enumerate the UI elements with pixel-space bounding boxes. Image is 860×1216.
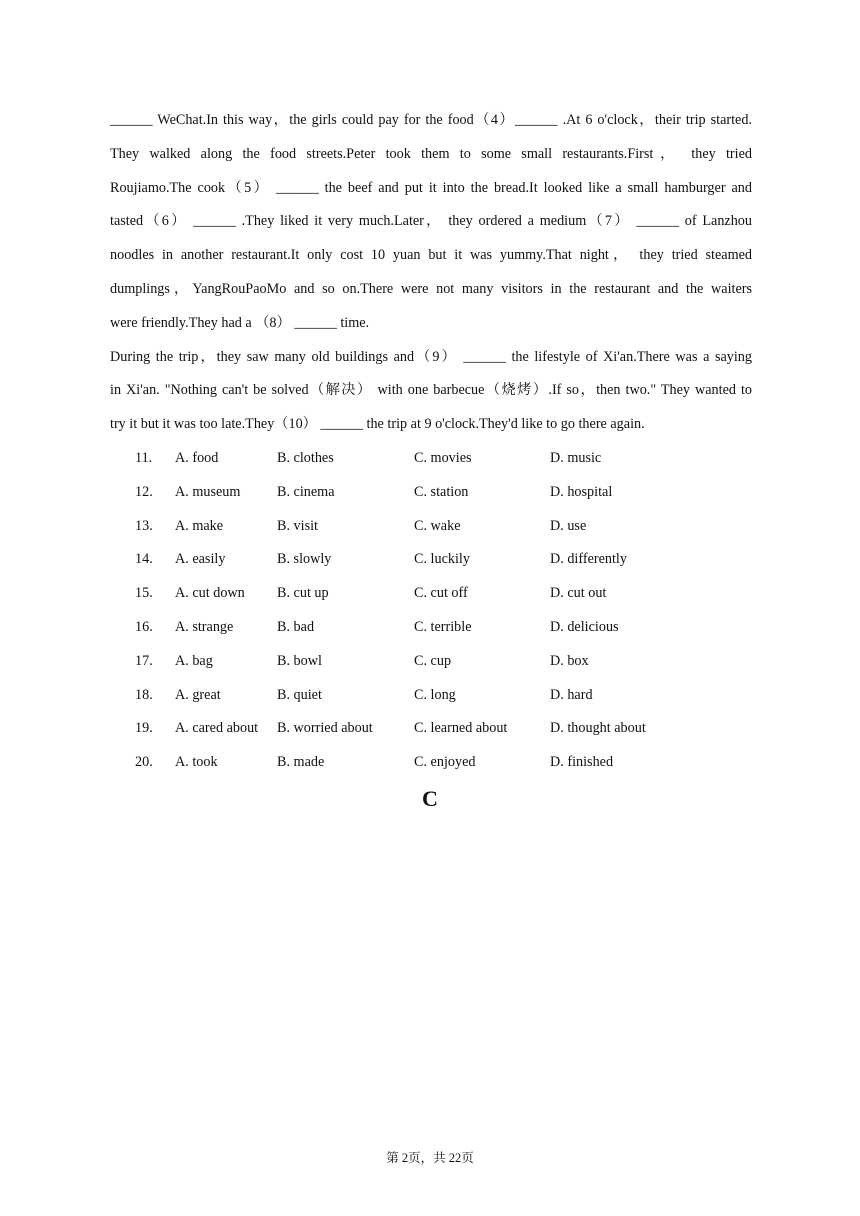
section-heading: C [422,786,438,811]
question-number: 16. [135,618,153,635]
option-c: C. enjoyed [414,754,476,771]
option-a: A. easily [175,551,226,568]
option-a: A. cared about [175,720,259,737]
question-number: 11. [135,450,153,466]
passage-line: They walked along the food streets.Peter took them to some small restaurants.First， they tried [110,145,752,162]
option-b: B. worried about [277,720,373,737]
option-c: C. cut off [414,585,468,602]
page-footer: 第 2页，共 22页 [386,1151,474,1165]
question-number: 15. [135,585,153,602]
option-d: D. delicious [550,618,619,635]
option-b: B. quiet [277,686,322,703]
option-d: D. finished [550,754,614,771]
option-a: A. cut down [175,585,245,602]
question-row [110,611,752,645]
option-d: D. differently [550,551,627,568]
option-d: D. thought about [550,720,646,737]
passage-line: Roujiamo.The cook（5） ______ the beef and put it into the bread.It looked like a small hamburger and [110,179,752,196]
option-a: A. museum [175,483,241,500]
option-b: B. bowl [277,652,322,669]
option-a: A. bag [175,652,213,669]
option-d: D. cut out [550,585,607,602]
option-a: A. food [175,450,219,466]
question-row [110,746,752,780]
option-c: C. wake [414,517,461,534]
option-a: A. took [175,754,218,771]
question-number: 20. [135,754,153,771]
question-row [110,543,752,577]
option-b: B. made [277,754,325,771]
question-row [110,645,752,679]
option-b: B. visit [277,517,318,534]
option-d: D. use [550,517,587,534]
question-options [110,442,752,780]
option-b: B. clothes [277,450,334,466]
option-c: C. station [414,483,469,500]
option-b: B. slowly [277,551,332,568]
passage-line: tasted（6） ______ .They liked it very much.Later， they ordered a medium（7） ______ of Lanzhou [110,213,752,230]
question-number: 12. [135,483,153,500]
option-c: C. luckily [414,551,470,568]
option-c: C. learned about [414,720,508,737]
option-b: B. cut up [277,585,329,602]
question-number: 17. [135,652,153,669]
passage-line: in Xi'an. "Nothing can't be solved（解决） with one barbecue（烧烤）.If so，then two." They wanted to [110,382,752,399]
passage-text [110,104,752,442]
option-d: D. hospital [550,483,613,500]
option-a: A. make [175,517,224,534]
question-row [110,712,752,746]
passage-line: ______ WeChat.In this way，the girls could pay for the food（4）______ .At 6 o'clock，their trip started. [110,112,752,128]
passage-line: were friendly.They had a （8） ______ time. [110,314,370,331]
option-c: C. movies [414,450,472,466]
question-number: 19. [135,720,153,737]
question-number: 18. [135,686,153,703]
passage-line: noodles in another restaurant.It only cost 10 yuan but it was yummy.That night， they tried steamed [110,247,752,264]
question-row [110,476,752,510]
option-c: C. terrible [414,618,472,635]
option-d: D. box [550,652,589,669]
option-d: D. music [550,450,602,466]
option-a: A. great [175,686,221,703]
passage-line: During the trip，they saw many old buildings and（9） ______ the lifestyle of Xi'an.There was a saying [110,348,752,365]
option-c: C. long [414,686,456,703]
option-d: D. hard [550,686,593,703]
option-a: A. strange [175,618,234,635]
question-row [110,510,752,544]
question-number: 14. [135,551,153,568]
question-row [110,577,752,611]
question-row [110,679,752,713]
question-number: 13. [135,517,153,534]
option-c: C. cup [414,652,452,669]
question-row [110,442,752,476]
passage-line: try it but it was too late.They（10） ______ the trip at 9 o'clock.They'd like to go there again. [110,416,645,433]
option-b: B. cinema [277,483,335,500]
option-b: B. bad [277,618,315,635]
passage-line: dumplings，YangRouPaoMo and so on.There were not many visitors in the restaurant and the waiters [110,280,752,297]
